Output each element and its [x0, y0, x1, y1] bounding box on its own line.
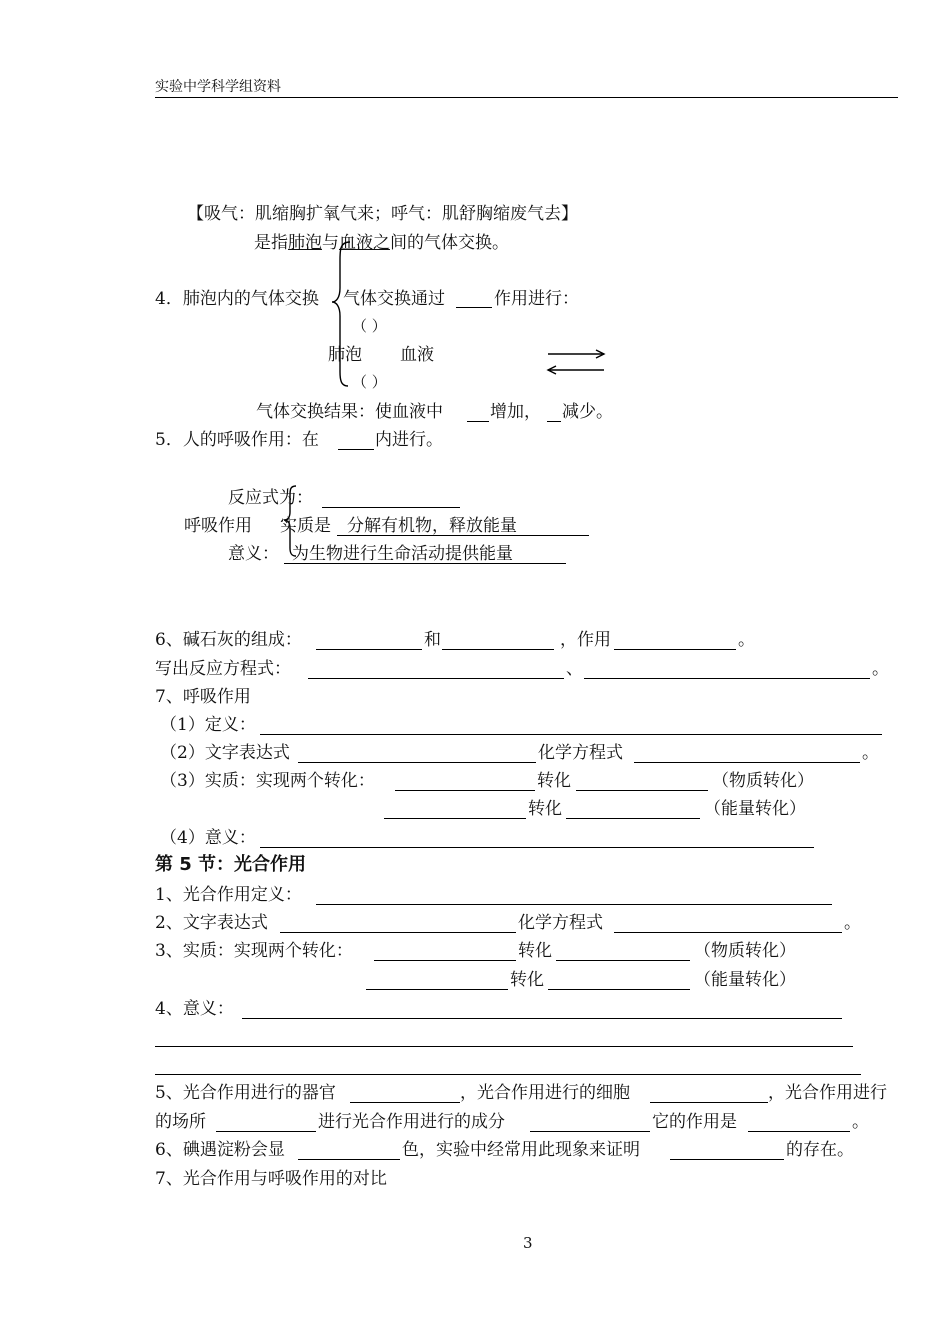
s5-matter: （物质转化） — [694, 941, 796, 961]
q7-word-eq-blank[interactable] — [298, 762, 536, 763]
q5-label: 5．人的呼吸作用：在 — [155, 430, 319, 450]
s5-energy-blank-1[interactable] — [366, 989, 508, 990]
q4-blood: 血液 — [400, 345, 434, 365]
s5-word-eq-blank[interactable] — [280, 932, 516, 933]
q5-essence-line — [337, 535, 589, 536]
q4-result: 气体交换结果：使血液中 — [256, 402, 443, 422]
q5-reaction: 反应式为： — [228, 488, 313, 508]
q4-via-suffix: 作用进行： — [494, 289, 579, 309]
q5-group: 呼吸作用 — [184, 516, 252, 536]
def-alveolus: 肺泡 — [288, 233, 322, 253]
s5-def-blank[interactable] — [316, 904, 832, 905]
q4-paren-top: （ ） — [352, 317, 387, 335]
q6-equation-blank-1[interactable] — [308, 678, 564, 679]
s5-matter-blank-1[interactable] — [374, 960, 516, 961]
section5-title: 第 5 节：光合作用 — [155, 854, 307, 875]
q4-via: 气体交换通过 — [343, 289, 445, 309]
q4-increase-blank[interactable] — [467, 421, 489, 422]
q4-alveolus: 肺泡 — [328, 345, 362, 365]
q6-blank-1[interactable] — [316, 649, 422, 650]
q7-convert-2: 转化 — [528, 799, 562, 819]
s5-meaning-blank-1[interactable] — [242, 1018, 842, 1019]
s5-organ-blank[interactable] — [350, 1102, 460, 1103]
q7-convert-1: 转化 — [537, 771, 571, 791]
q6-sep: 、 — [566, 659, 583, 679]
q7-title: 7、呼吸作用 — [155, 687, 251, 707]
s5-q5-d: 的场所 — [155, 1112, 206, 1132]
q7-chem-end: 。 — [862, 743, 879, 763]
brace-q4 — [330, 240, 360, 390]
s5-matter-blank-2[interactable] — [556, 960, 690, 961]
def-suffix: 间的气体交换。 — [390, 233, 509, 253]
s5-q6-a: 6、碘遇淀粉会显 — [155, 1140, 285, 1160]
q5-reaction-blank[interactable] — [322, 507, 460, 508]
s5-energy-blank-2[interactable] — [548, 989, 690, 990]
q6-use: ，作用 — [560, 630, 611, 650]
s5-convert-2: 转化 — [510, 970, 544, 990]
q7-chem-eq: 化学方程式 — [538, 743, 623, 763]
s5-meaning-blank-3[interactable] — [155, 1074, 861, 1075]
s5-color-blank[interactable] — [298, 1159, 400, 1160]
q5-essence: 实质是 — [280, 516, 331, 536]
s5-chem-eq: 化学方程式 — [518, 913, 603, 933]
q4-via-blank[interactable] — [456, 307, 492, 308]
q6-blank-2[interactable] — [442, 649, 554, 650]
s5-q5-b: ，光合作用进行的细胞 — [460, 1083, 630, 1103]
s5-q5-end: 。 — [852, 1112, 869, 1132]
s5-convert-1: 转化 — [518, 941, 552, 961]
s5-essence: 3、实质：实现两个转化： — [155, 941, 353, 961]
q7-word-eq: （2）文字表达式 — [160, 743, 290, 763]
s5-q5-a: 5、光合作用进行的器官 — [155, 1083, 336, 1103]
q7-energy-blank-1[interactable] — [384, 818, 526, 819]
q7-energy-blank-2[interactable] — [566, 818, 700, 819]
q6-use-blank[interactable] — [614, 649, 736, 650]
header-title: 实验中学科学组资料 — [155, 79, 281, 95]
q4-result-end: 减少。 — [562, 402, 613, 422]
q4-label: 4．肺泡内的气体交换 — [155, 289, 319, 309]
s5-q5-e: 进行光合作用进行的成分 — [318, 1112, 505, 1132]
def-blood: 血液之 — [339, 233, 390, 253]
s5-site-blank[interactable] — [216, 1131, 316, 1132]
s5-meaning: 4、意义： — [155, 999, 234, 1019]
s5-energy: （能量转化） — [694, 970, 796, 990]
q6-equation-label: 写出反应方程式： — [155, 659, 291, 679]
s5-meaning-blank-2[interactable] — [155, 1046, 853, 1047]
s5-q5-f: 它的作用是 — [652, 1112, 737, 1132]
q6-and: 和 — [424, 630, 441, 650]
s5-word-eq: 2、文字表达式 — [155, 913, 268, 933]
q5-meaning-value: 为生物进行生命活动提供能量 — [292, 544, 513, 564]
s5-q7: 7、光合作用与呼吸作用的对比 — [155, 1169, 387, 1189]
q5-essence-value: 分解有机物，释放能量 — [347, 516, 517, 536]
q7-def-blank[interactable] — [260, 734, 882, 735]
q6-equation-blank-2[interactable] — [584, 678, 870, 679]
q4-decrease-blank[interactable] — [547, 421, 561, 422]
q7-matter-blank-1[interactable] — [395, 790, 535, 791]
q6-equation-end: 。 — [872, 659, 889, 679]
breath-mnemonic: 【吸气：肌缩胸扩氧气来；呼气：肌舒胸缩废气去】 — [187, 204, 578, 224]
s5-cell-blank[interactable] — [650, 1102, 768, 1103]
q7-energy: （能量转化） — [704, 799, 806, 819]
q4-paren-bottom: （ ） — [352, 373, 387, 391]
s5-prove-blank[interactable] — [670, 1159, 784, 1160]
q5-meaning-line — [284, 563, 566, 564]
q7-matter: （物质转化） — [712, 771, 814, 791]
q7-def: （1）定义： — [160, 715, 256, 735]
exchange-arrows-icon — [546, 348, 608, 376]
def-mid: 与 — [322, 233, 339, 253]
q5-meaning: 意义： — [228, 544, 279, 564]
q7-chem-eq-blank[interactable] — [634, 762, 860, 763]
s5-chem-end: 。 — [844, 913, 861, 933]
s5-def: 1、光合作用定义： — [155, 885, 302, 905]
s5-q6-end: 的存在。 — [786, 1140, 854, 1160]
q7-matter-blank-2[interactable] — [576, 790, 708, 791]
q7-meaning-blank[interactable] — [260, 847, 814, 848]
q6-end: 。 — [738, 630, 755, 650]
page-number: 3 — [523, 1234, 533, 1252]
s5-chem-eq-blank[interactable] — [614, 932, 842, 933]
breath-definition — [254, 235, 509, 252]
s5-q5-c: ，光合作用进行 — [768, 1083, 887, 1103]
s5-q6-b: 色，实验中经常用此现象来证明 — [402, 1140, 640, 1160]
q7-essence: （3）实质：实现两个转化： — [160, 771, 375, 791]
s5-component-blank[interactable] — [530, 1131, 650, 1132]
q4-result-mid: 增加， — [490, 402, 541, 422]
def-prefix: 是指 — [254, 233, 288, 253]
q6-label: 6、碱石灰的组成： — [155, 630, 302, 650]
q5-label-suffix: 内进行。 — [375, 430, 443, 450]
q5-place-blank[interactable] — [338, 449, 374, 450]
q7-meaning: （4）意义： — [160, 828, 256, 848]
s5-function-blank[interactable] — [748, 1131, 850, 1132]
header-rule — [155, 97, 898, 98]
